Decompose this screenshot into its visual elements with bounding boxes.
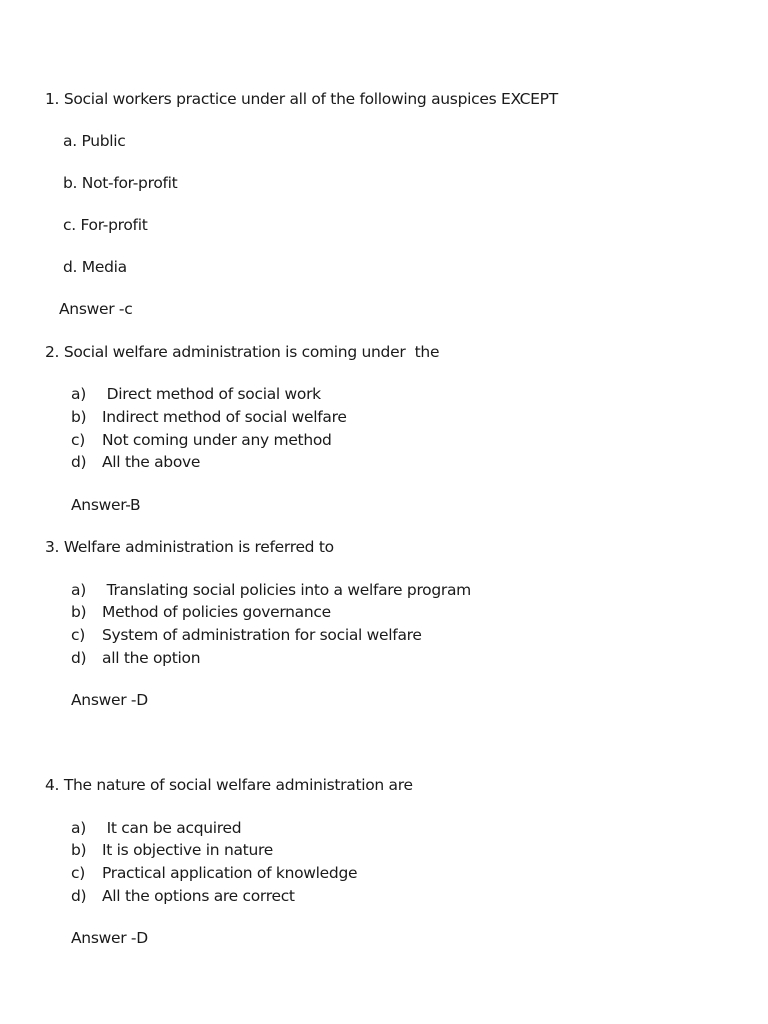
question-4-option-b: [71, 840, 273, 860]
option-letter: b): [71, 841, 87, 859]
question-1-option-c: c. For-profit: [63, 216, 148, 234]
question-3-option-b: [71, 602, 331, 622]
question-3-option-d: [71, 648, 200, 668]
option-text: Translating social policies into a welfare program: [102, 581, 471, 599]
question-4-option-d: [71, 886, 295, 906]
question-4-option-c: [71, 863, 357, 883]
question-1-option-d: d. Media: [63, 258, 127, 276]
question-2-option-b: [71, 407, 347, 427]
option-letter: b): [71, 603, 87, 621]
question-1-answer: Answer -c: [59, 300, 133, 318]
question-4-option-a: [71, 818, 241, 838]
question-1-stem: 1. Social workers practice under all of the following auspices EXCEPT: [45, 90, 558, 108]
option-text: all the option: [102, 649, 201, 667]
option-letter: d): [71, 453, 87, 471]
option-text: System of administration for social welfare: [102, 626, 422, 644]
option-letter: b): [71, 408, 87, 426]
question-2-stem: 2. Social welfare administration is coming under the: [45, 343, 440, 361]
question-3-answer: Answer -D: [71, 691, 148, 709]
option-letter: c): [71, 431, 85, 449]
option-letter: c): [71, 864, 85, 882]
option-letter: a): [71, 819, 86, 837]
question-2-option-c: [71, 430, 332, 450]
question-4-answer: Answer -D: [71, 929, 148, 947]
option-letter: d): [71, 887, 87, 905]
question-3-option-c: [71, 625, 422, 645]
question-1-option-b: b. Not-for-profit: [63, 174, 178, 192]
option-text: All the above: [102, 453, 201, 471]
option-text: Direct method of social work: [102, 385, 321, 403]
question-4-stem: 4. The nature of social welfare administration are: [45, 776, 413, 794]
option-text: Indirect method of social welfare: [102, 408, 347, 426]
option-letter: c): [71, 626, 85, 644]
question-3-option-a: [71, 580, 471, 600]
option-text: Practical application of knowledge: [102, 864, 358, 882]
option-letter: d): [71, 649, 87, 667]
option-letter: a): [71, 385, 86, 403]
option-text: Not coming under any method: [102, 431, 332, 449]
question-2-option-d: [71, 452, 200, 472]
question-3-stem: 3. Welfare administration is referred to: [45, 538, 334, 556]
question-2-option-a: [71, 384, 321, 404]
question-2-answer: Answer-B: [71, 496, 141, 514]
option-text: It can be acquired: [102, 819, 242, 837]
option-text: It is objective in nature: [102, 841, 273, 859]
option-text: All the options are correct: [102, 887, 295, 905]
option-text: Method of policies governance: [102, 603, 331, 621]
question-1-option-a: a. Public: [63, 132, 126, 150]
option-letter: a): [71, 581, 86, 599]
